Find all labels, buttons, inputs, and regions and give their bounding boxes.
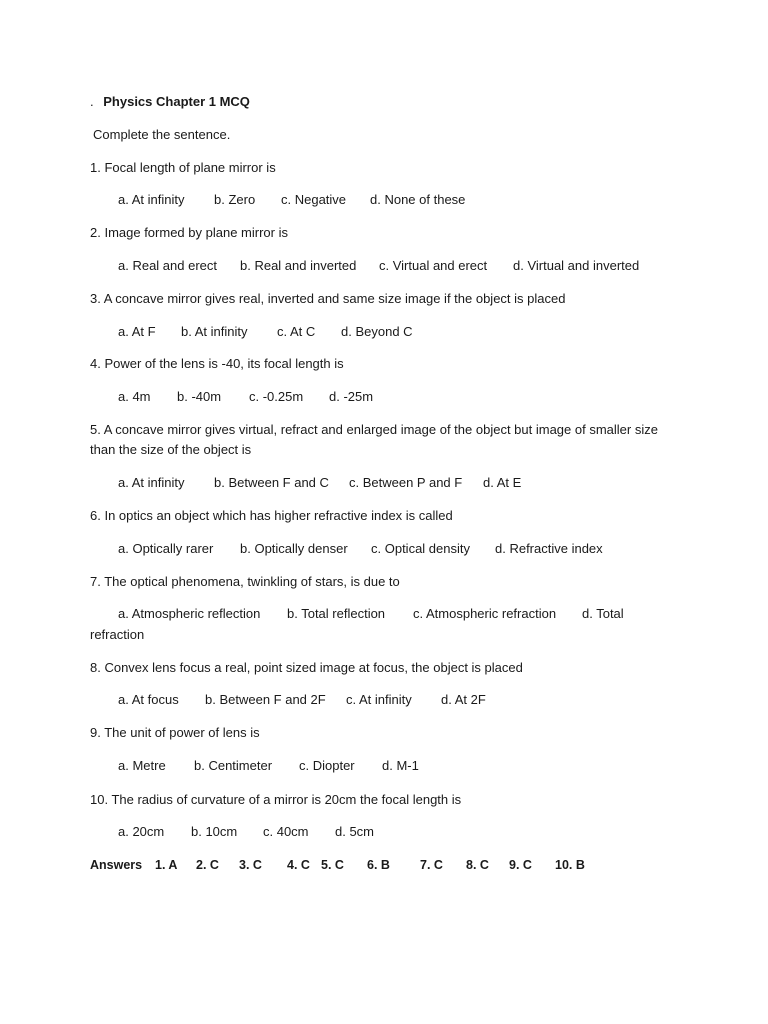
q7-option-d: d. Total: [582, 606, 624, 621]
answers-label: Answers: [90, 858, 143, 872]
question-10-stem: 10. The radius of curvature of a mirror is 20cm the focal length is: [90, 792, 462, 807]
answer-5: 5. C: [321, 858, 344, 872]
question-1-stem: 1. Focal length of plane mirror is: [90, 160, 276, 175]
question-5-stem: 5. A concave mirror gives virtual, refract and enlarged image of the object but image of smaller size: [90, 422, 658, 437]
q5-option-b: b. Between F and C: [214, 475, 329, 490]
q7-option-c: c. Atmospheric refraction: [413, 606, 557, 621]
q9-option-b: b. Centimeter: [194, 758, 273, 773]
question-7-stem: 7. The optical phenomena, twinkling of stars, is due to: [90, 574, 400, 589]
q10-option-d: d. 5cm: [335, 824, 375, 839]
answer-10: 10. B: [555, 858, 585, 872]
q1-option-d: d. None of these: [370, 192, 466, 207]
q8-option-a: a. At focus: [118, 692, 179, 707]
answer-3: 3. C: [239, 858, 262, 872]
question-4-stem: 4. Power of the lens is -40, its focal length is: [90, 356, 344, 371]
q5-option-c: c. Between P and F: [349, 475, 463, 490]
q10-option-a: a. 20cm: [118, 824, 165, 839]
question-2-stem: 2. Image formed by plane mirror is: [90, 225, 288, 240]
q8-option-b: b. Between F and 2F: [205, 692, 326, 707]
q5-option-d: d. At E: [483, 475, 522, 490]
doc-heading: Physics Chapter 1 MCQ: [103, 94, 250, 109]
q8-option-c: c. At infinity: [346, 692, 412, 707]
q6-option-b: b. Optically denser: [240, 541, 348, 556]
q7-option-b: b. Total reflection: [287, 606, 386, 621]
q6-option-d: d. Refractive index: [495, 541, 603, 556]
q4-option-d: d. -25m: [329, 389, 374, 404]
question-8-stem: 8. Convex lens focus a real, point sized image at focus, the object is placed: [90, 660, 523, 675]
q6-option-c: c. Optical density: [371, 541, 470, 556]
answer-1: 1. A: [155, 858, 178, 872]
answer-4: 4. C: [287, 858, 310, 872]
q3-option-c: c. At C: [277, 324, 316, 339]
q8-option-d: d. At 2F: [441, 692, 486, 707]
q2-option-c: c. Virtual and erect: [379, 258, 488, 273]
heading-dot: .: [90, 94, 94, 109]
q2-option-b: b. Real and inverted: [240, 258, 357, 273]
q3-option-d: d. Beyond C: [341, 324, 413, 339]
question-9-stem: 9. The unit of power of lens is: [90, 725, 260, 740]
q10-option-b: b. 10cm: [191, 824, 238, 839]
q9-option-d: d. M-1: [382, 758, 419, 773]
instruction: Complete the sentence.: [93, 127, 231, 142]
question-5-stem-continued: than the size of the object is: [90, 442, 252, 457]
q7-option-a: a. Atmospheric reflection: [118, 606, 261, 621]
q1-option-b: b. Zero: [214, 192, 256, 207]
q9-option-c: c. Diopter: [299, 758, 355, 773]
answer-7: 7. C: [420, 858, 443, 872]
answer-8: 8. C: [466, 858, 489, 872]
q3-option-b: b. At infinity: [181, 324, 248, 339]
question-3-stem: 3. A concave mirror gives real, inverted and same size image if the object is placed: [90, 291, 566, 306]
question-6-stem: 6. In optics an object which has higher refractive index is called: [90, 508, 453, 523]
answer-6: 6. B: [367, 858, 390, 872]
q4-option-c: c. -0.25m: [249, 389, 304, 404]
q3-option-a: a. At F: [118, 324, 156, 339]
q1-option-a: a. At infinity: [118, 192, 185, 207]
doc-heading-line: [90, 94, 250, 110]
q1-option-c: c. Negative: [281, 192, 347, 207]
answer-9: 9. C: [509, 858, 532, 872]
q4-option-b: b. -40m: [177, 389, 222, 404]
answer-2: 2. C: [196, 858, 219, 872]
q2-option-a: a. Real and erect: [118, 258, 218, 273]
q2-option-d: d. Virtual and inverted: [513, 258, 640, 273]
q10-option-c: c. 40cm: [263, 824, 309, 839]
q6-option-a: a. Optically rarer: [118, 541, 214, 556]
q9-option-a: a. Metre: [118, 758, 166, 773]
q4-option-a: a. 4m: [118, 389, 151, 404]
q5-option-a: a. At infinity: [118, 475, 185, 490]
q7-option-d-continued: refraction: [90, 627, 145, 642]
